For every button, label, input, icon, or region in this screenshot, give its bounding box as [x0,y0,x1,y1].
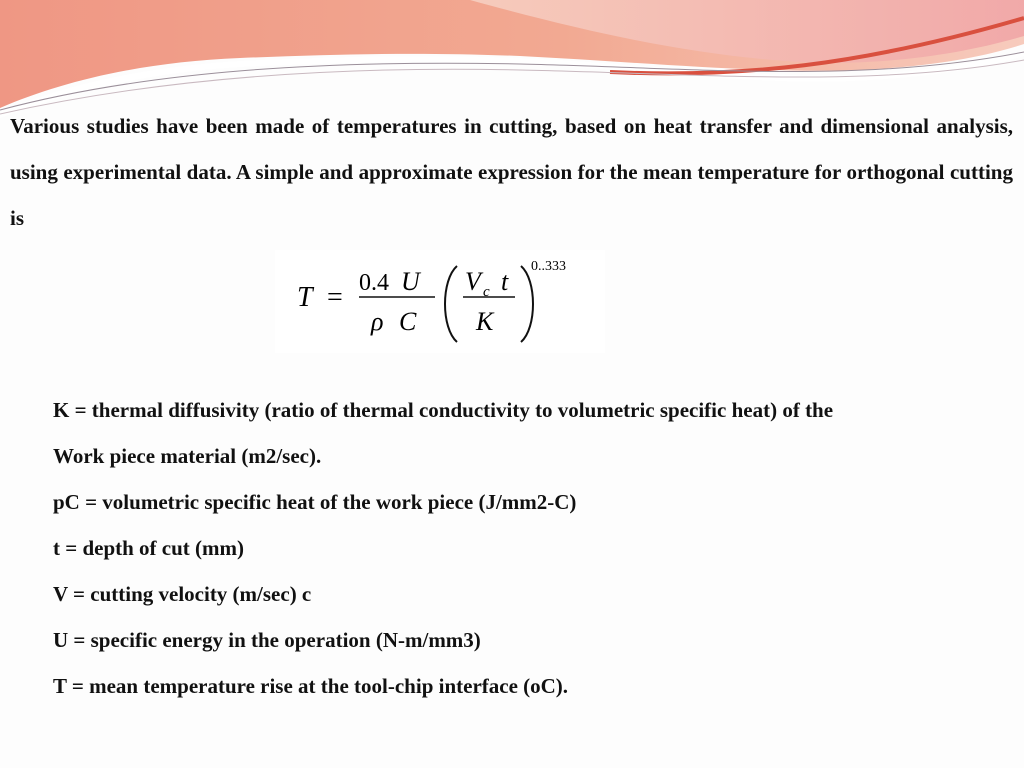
formula-equals: = [327,282,343,313]
formula-den2: K [476,307,494,336]
formula-num1-var: U [401,267,420,296]
formula-num2-t: t [501,267,509,296]
formula-left-paren [445,266,457,342]
formula-right-paren [521,266,533,342]
definition-temperature: T = mean temperature rise at the tool-chip interface (oC). [53,674,569,698]
header-decoration [0,0,1024,120]
formula-num1: 0.4 [359,270,389,296]
definition-workpiece: Work piece material (m2/sec). [53,444,322,468]
definition-u: U = specific energy in the operation (N-m/mm3) [53,628,481,652]
formula-den1-var: C [399,307,417,336]
formula-num2-sub: c [483,284,490,300]
variable-definitions [53,387,895,709]
formula-den1-rho: ρ [371,307,384,336]
definition-t: t = depth of cut (mm) [53,536,245,560]
formula-exponent: 0..333 [531,259,566,274]
definition-v: V = cutting velocity (m/sec) c [53,582,312,606]
formula-num2-v: V [465,267,481,296]
temperature-formula [275,250,605,353]
definition-pc: pC = volumetric specific heat of the work piece (J/mm2-C) [53,490,577,514]
intro-paragraph: Various studies have been made of temperatures in cutting, based on heat transfer and dimensional analysis, using experimental data. A simple and approximate expression for the mean temperature for orthogonal cutting is [10,114,1013,230]
formula-lhs: T [297,282,313,313]
definition-k: K = thermal diffusivity (ratio of thermal conductivity to volumetric specific heat) of the [53,398,834,422]
